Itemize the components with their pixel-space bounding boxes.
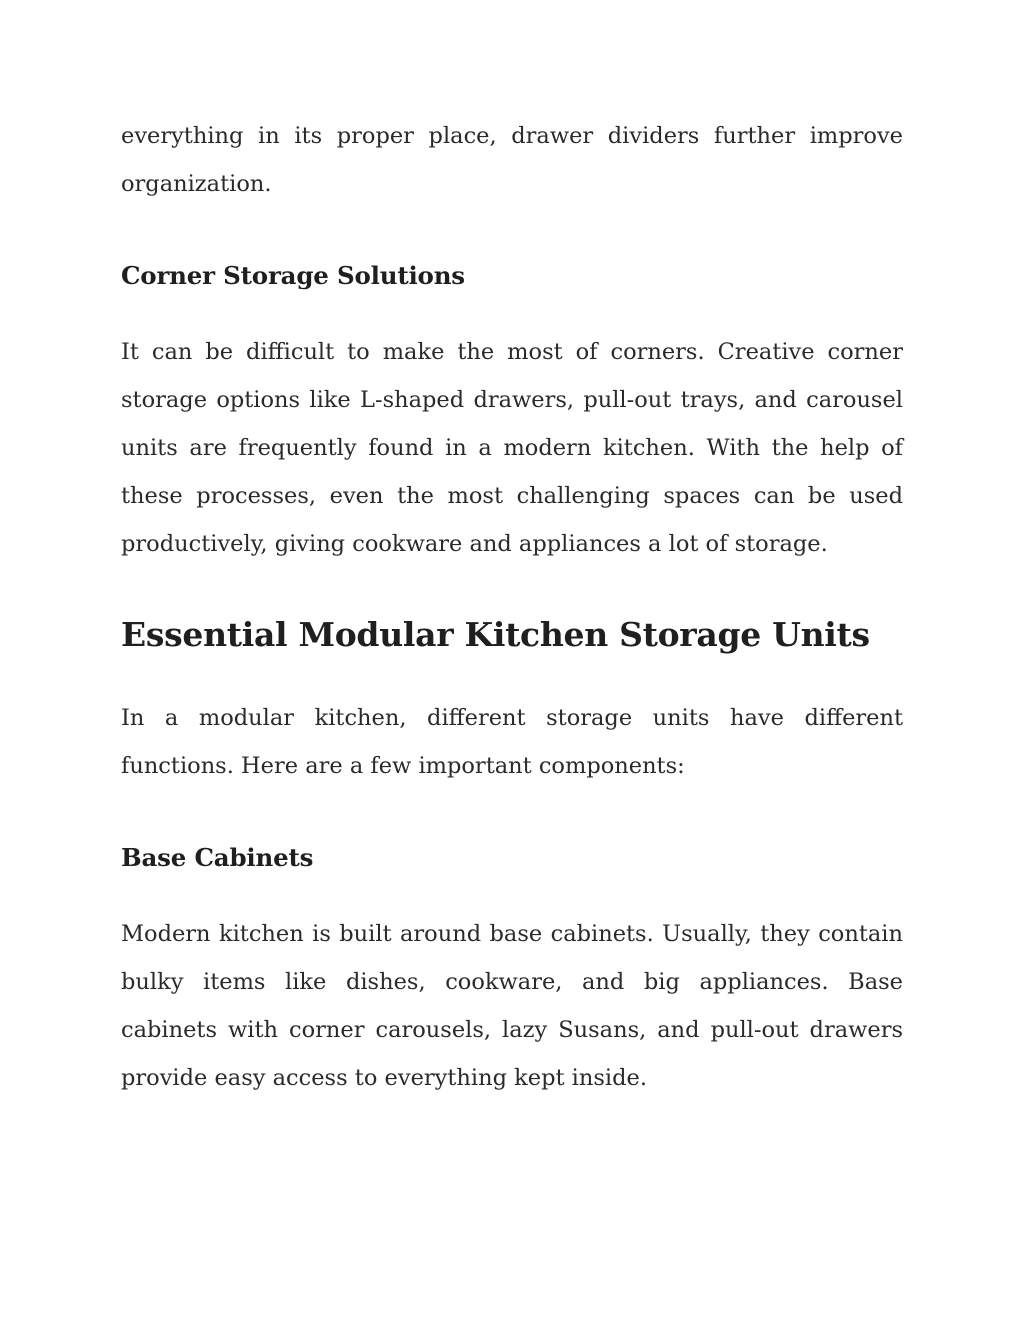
base-cabinets-heading: Base Cabinets [121,843,314,872]
intro-paragraph: everything in its proper place, drawer dividers further improve organization. [121,123,903,197]
spacer [121,662,903,694]
spacer [121,300,903,328]
spacer [121,568,903,608]
spacer [121,790,903,834]
corner-storage-heading: Corner Storage Solutions [121,261,465,290]
spacer [121,208,903,252]
base-cabinets-paragraph: Modern kitchen is built around base cabinets. Usually, they contain bulky items like dishes, cookware, and big appliances. Base cabinets with corner carousels, lazy Susans, and pull-out drawers provide easy access to everything kept inside. [121,921,903,1091]
spacer [121,882,903,910]
corner-storage-paragraph: It can be difficult to make the most of corners. Creative corner storage options like L-shaped drawers, pull-out trays, and carousel units are frequently found in a modern kitchen. With the help of these processes, even the most challenging spaces can be used productively, giving cookware and appliances a lot of storage. [121,339,903,557]
document-page [121,112,903,1102]
essential-units-paragraph: In a modular kitchen, different storage units have different functions. Here are a few important components: [121,705,903,779]
essential-units-heading: Essential Modular Kitchen Storage Units [121,615,870,654]
